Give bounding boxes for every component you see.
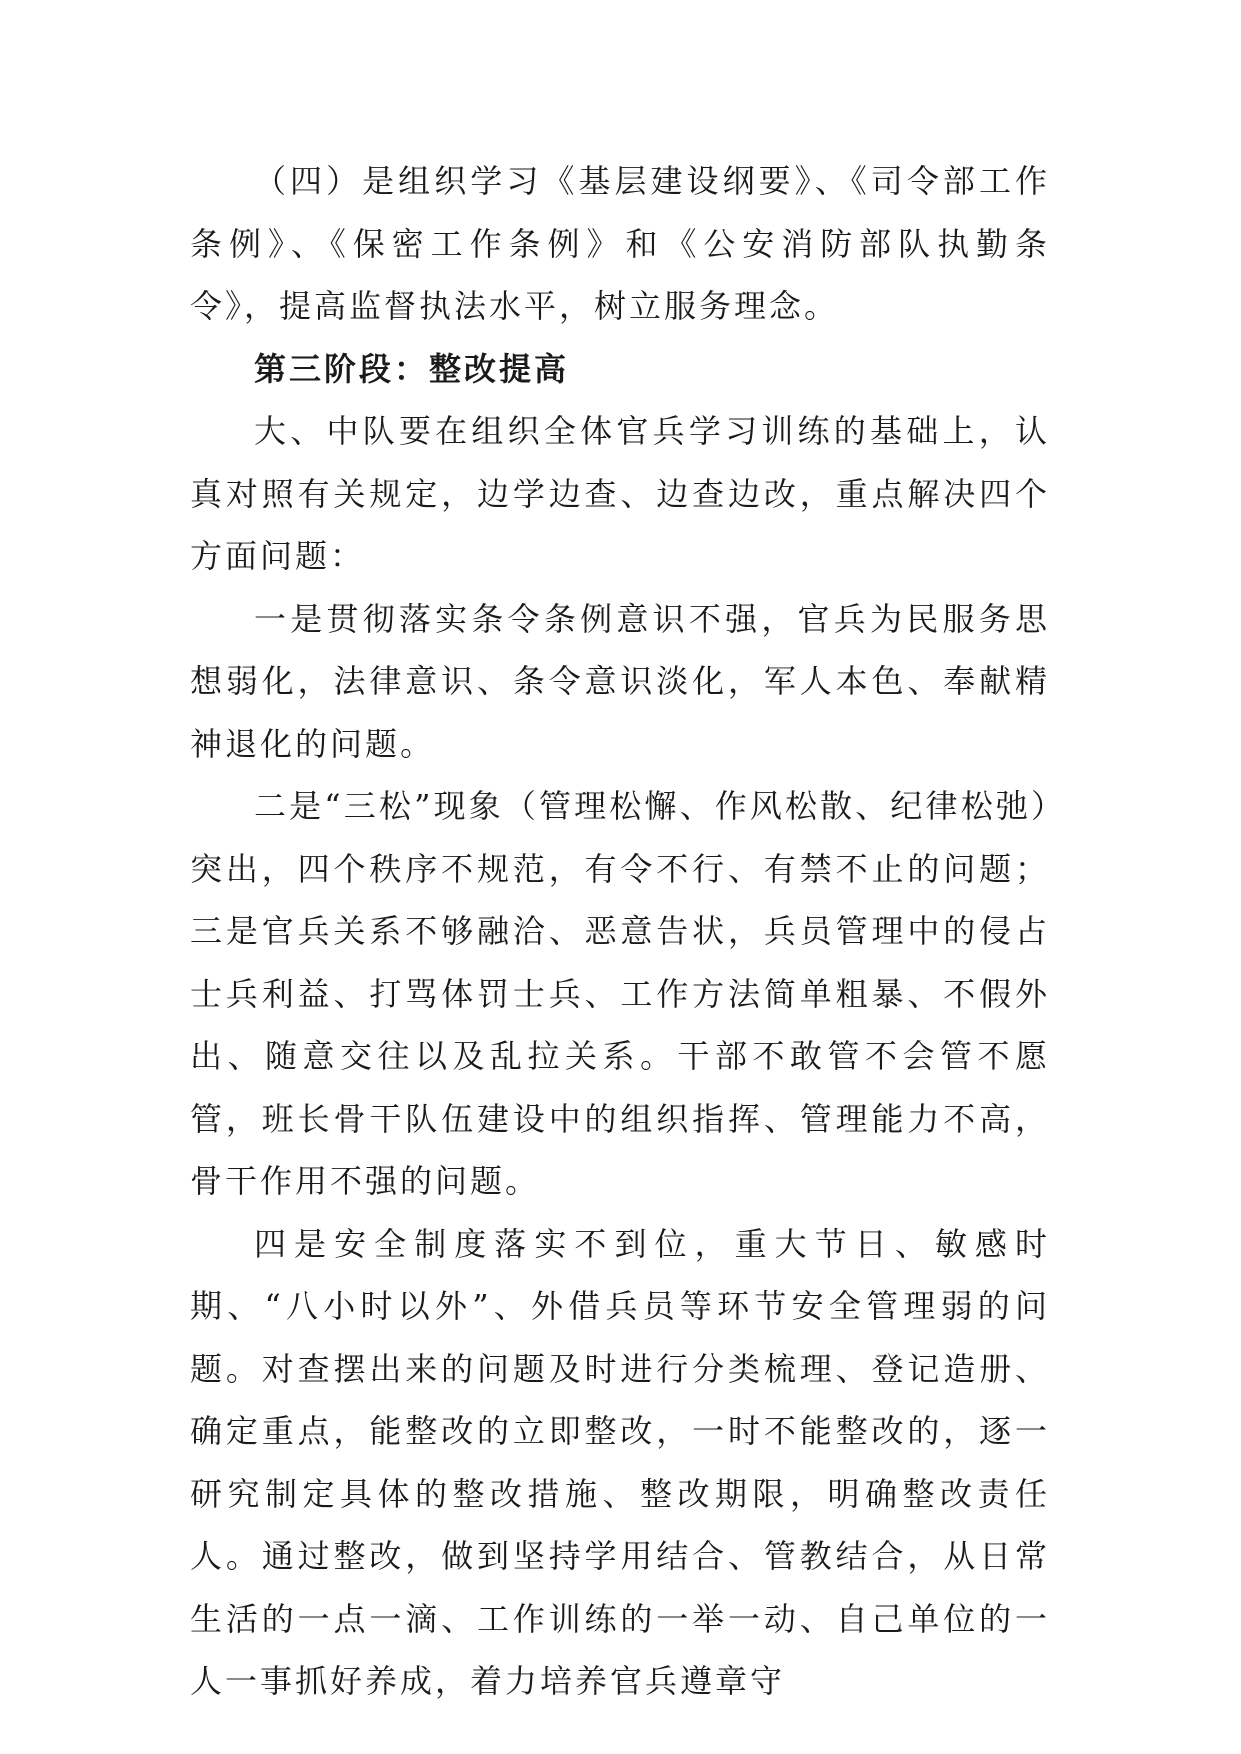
document-body <box>190 150 1050 1713</box>
paragraph-rectification-intro: 大、中队要在组织全体官兵学习训练的基础上，认真对照有关规定，边学边查、边查边改，重点解决四个方面问题： <box>190 412 1050 575</box>
paragraph-problem-one: 一是贯彻落实条令条例意识不强，官兵为民服务思想弱化，法律意识、条令意识淡化，军人本色、奉献精神退化的问题。 <box>190 599 1050 763</box>
section-heading-stage-three: 第三阶段：整改提高 <box>254 349 570 388</box>
paragraph-problem-two-three: 二是“三松”现象（管理松懈、作风松散、纪律松弛）突出，四个秩序不规范，有令不行、有禁不止的问题；三是官兵关系不够融洽、恶意告状，兵员管理中的侵占士兵利益、打骂体罚士兵、工作方法简单粗暴、不假外出、随意交往以及乱拉关系。干部不敢管不会管不愿管，班长骨干队伍建设中的组织指挥、管理能力不高，骨干作用不强的问题。 <box>190 787 1050 1200</box>
paragraph-study-regulations: （四）是组织学习《基层建设纲要》、《司令部工作条例》、《保密工作条例》和《公安消防部队执勤条令》，提高监督执法水平，树立服务理念。 <box>190 162 1050 325</box>
paragraph-problem-four: 四是安全制度落实不到位，重大节日、敏感时期、“八小时以外”、外借兵员等环节安全管理弱的问题。对查摆出来的问题及时进行分类梳理、登记造册、确定重点，能整改的立即整改，一时不能整改的，逐一研究制定具体的整改措施、整改期限，明确整改责任人。通过整改，做到坚持学用结合、管教结合，从日常生活的一点一滴、工作训练的一举一动、自己单位的一人一事抓好养成，着力培养官兵遵章守 <box>190 1224 1050 1700</box>
